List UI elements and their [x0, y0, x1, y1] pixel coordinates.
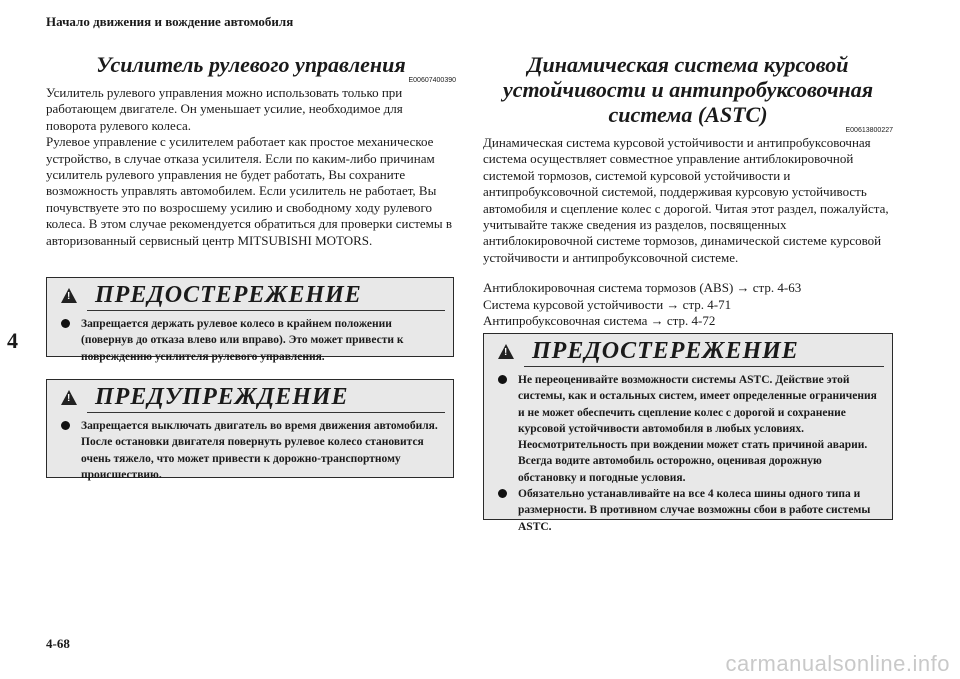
paragraph: Динамическая система курсовой устойчивости и антипробуксовочная система осуществляет совместное управление антиблокировочной системой тормозов, системой курсовой устойчивости и антипробуксовочной системой, поддерживая курсовую устойчивость автомобиля и сцепление колес с дорогой. Читая этот раздел, пожалуйста, учитывайте также сведения из разделов, посвященных антиблокировочной системе тормозов, динамической системе курсовой устойчивости и антипробуксовочной системе. [483, 135, 889, 265]
caution-item: Обязательно устанавливайте на все 4 колеса шины одного типа и размерности. В противном случае возможны сбои в работе системы ASTC. [518, 486, 882, 535]
chapter-tab: 4 [7, 328, 18, 353]
page-number: 4-68 [46, 636, 70, 651]
caution-label: ПРЕДОСТЕРЕЖЕНИЕ [95, 282, 362, 308]
right-column [483, 52, 893, 329]
warning-header: ! ПРЕДУПРЕЖДЕНИЕ [47, 380, 453, 414]
caution-box-steering [46, 277, 454, 363]
section-title-power-steering: Усилитель рулевого управления [96, 52, 406, 77]
warning-item: Запрещается выключать двигатель во время движения автомобиля. После остановки двигателя повернуть рулевое колесо становится очень тяжело, что может привести к дорожно-транспортному происшествию. [81, 418, 443, 483]
left-column [46, 52, 456, 249]
caution-header: ! ПРЕДОСТЕРЕЖЕНИЕ [484, 334, 892, 368]
caution-label: ПРЕДОСТЕРЕЖЕНИЕ [532, 338, 799, 364]
section-code: E00613800227 [845, 127, 893, 134]
caution-item: Запрещается держать рулевое колесо в крайнем положении (повернув до отказа влево или вправо). Это может привести к повреждению усилителя рулевого управления. [81, 316, 443, 365]
bullet-icon [61, 421, 70, 430]
section-code: E00607400390 [408, 77, 456, 84]
reference-line: Система курсовой устойчивости → стр. 4-71 [483, 296, 732, 312]
watermark: carmanualsonline.info [725, 651, 950, 676]
section-title-astc: Динамическая система курсовой устойчивости и антипробуксовочная система (ASTC) [502, 52, 874, 127]
bullet-icon [61, 319, 70, 328]
bullet-icon [498, 489, 507, 498]
reference-line: Антиблокировочная система тормозов (ABS) → стр. 4-63 [483, 280, 802, 296]
bullet-icon [498, 375, 507, 384]
reference-line: Антипробуксовочная система → стр. 4-72 [483, 313, 716, 329]
running-header: Начало движения и вождение автомобиля [46, 14, 294, 29]
warning-box-engine [46, 379, 454, 481]
warning-label: ПРЕДУПРЕЖДЕНИЕ [95, 384, 349, 410]
caution-header: ! ПРЕДОСТЕРЕЖЕНИЕ [47, 278, 453, 312]
paragraph: Рулевое управление с усилителем работает как простое механическое устройство, в случае отказа усилителя. Если по каким-либо причинам усилитель рулевого управления не будет работать, Вы сохраните возможность управлять автомобилем. Если усилитель не работает, Вы почувствуете это по возросшему усилию и свободному ходу рулевого колеса. В этом случае рекомендуется обратиться для проверки системы в авторизованный сервисный центр MITSUBISHI MOTORS. [46, 134, 453, 248]
caution-box-astc [483, 333, 893, 533]
paragraph: Усилитель рулевого управления можно использовать только при работающем двигателе. Он уменьшает усилие, необходимое для поворота рулевого колеса. [46, 85, 403, 133]
caution-item: Не переоценивайте возможности системы ASTC. Действие этой системы, как и остальных систем, имеет определенные ограничения и не может обеспечить сцепление колес с дорогой и сохранение курсовой устойчивости автомобиля в любых условиях. Неосмотрительность при вождении может стать причиной аварии. Всегда водите автомобиль осторожно, оценивая дорожную обстановку и погодные условия. [518, 372, 882, 486]
